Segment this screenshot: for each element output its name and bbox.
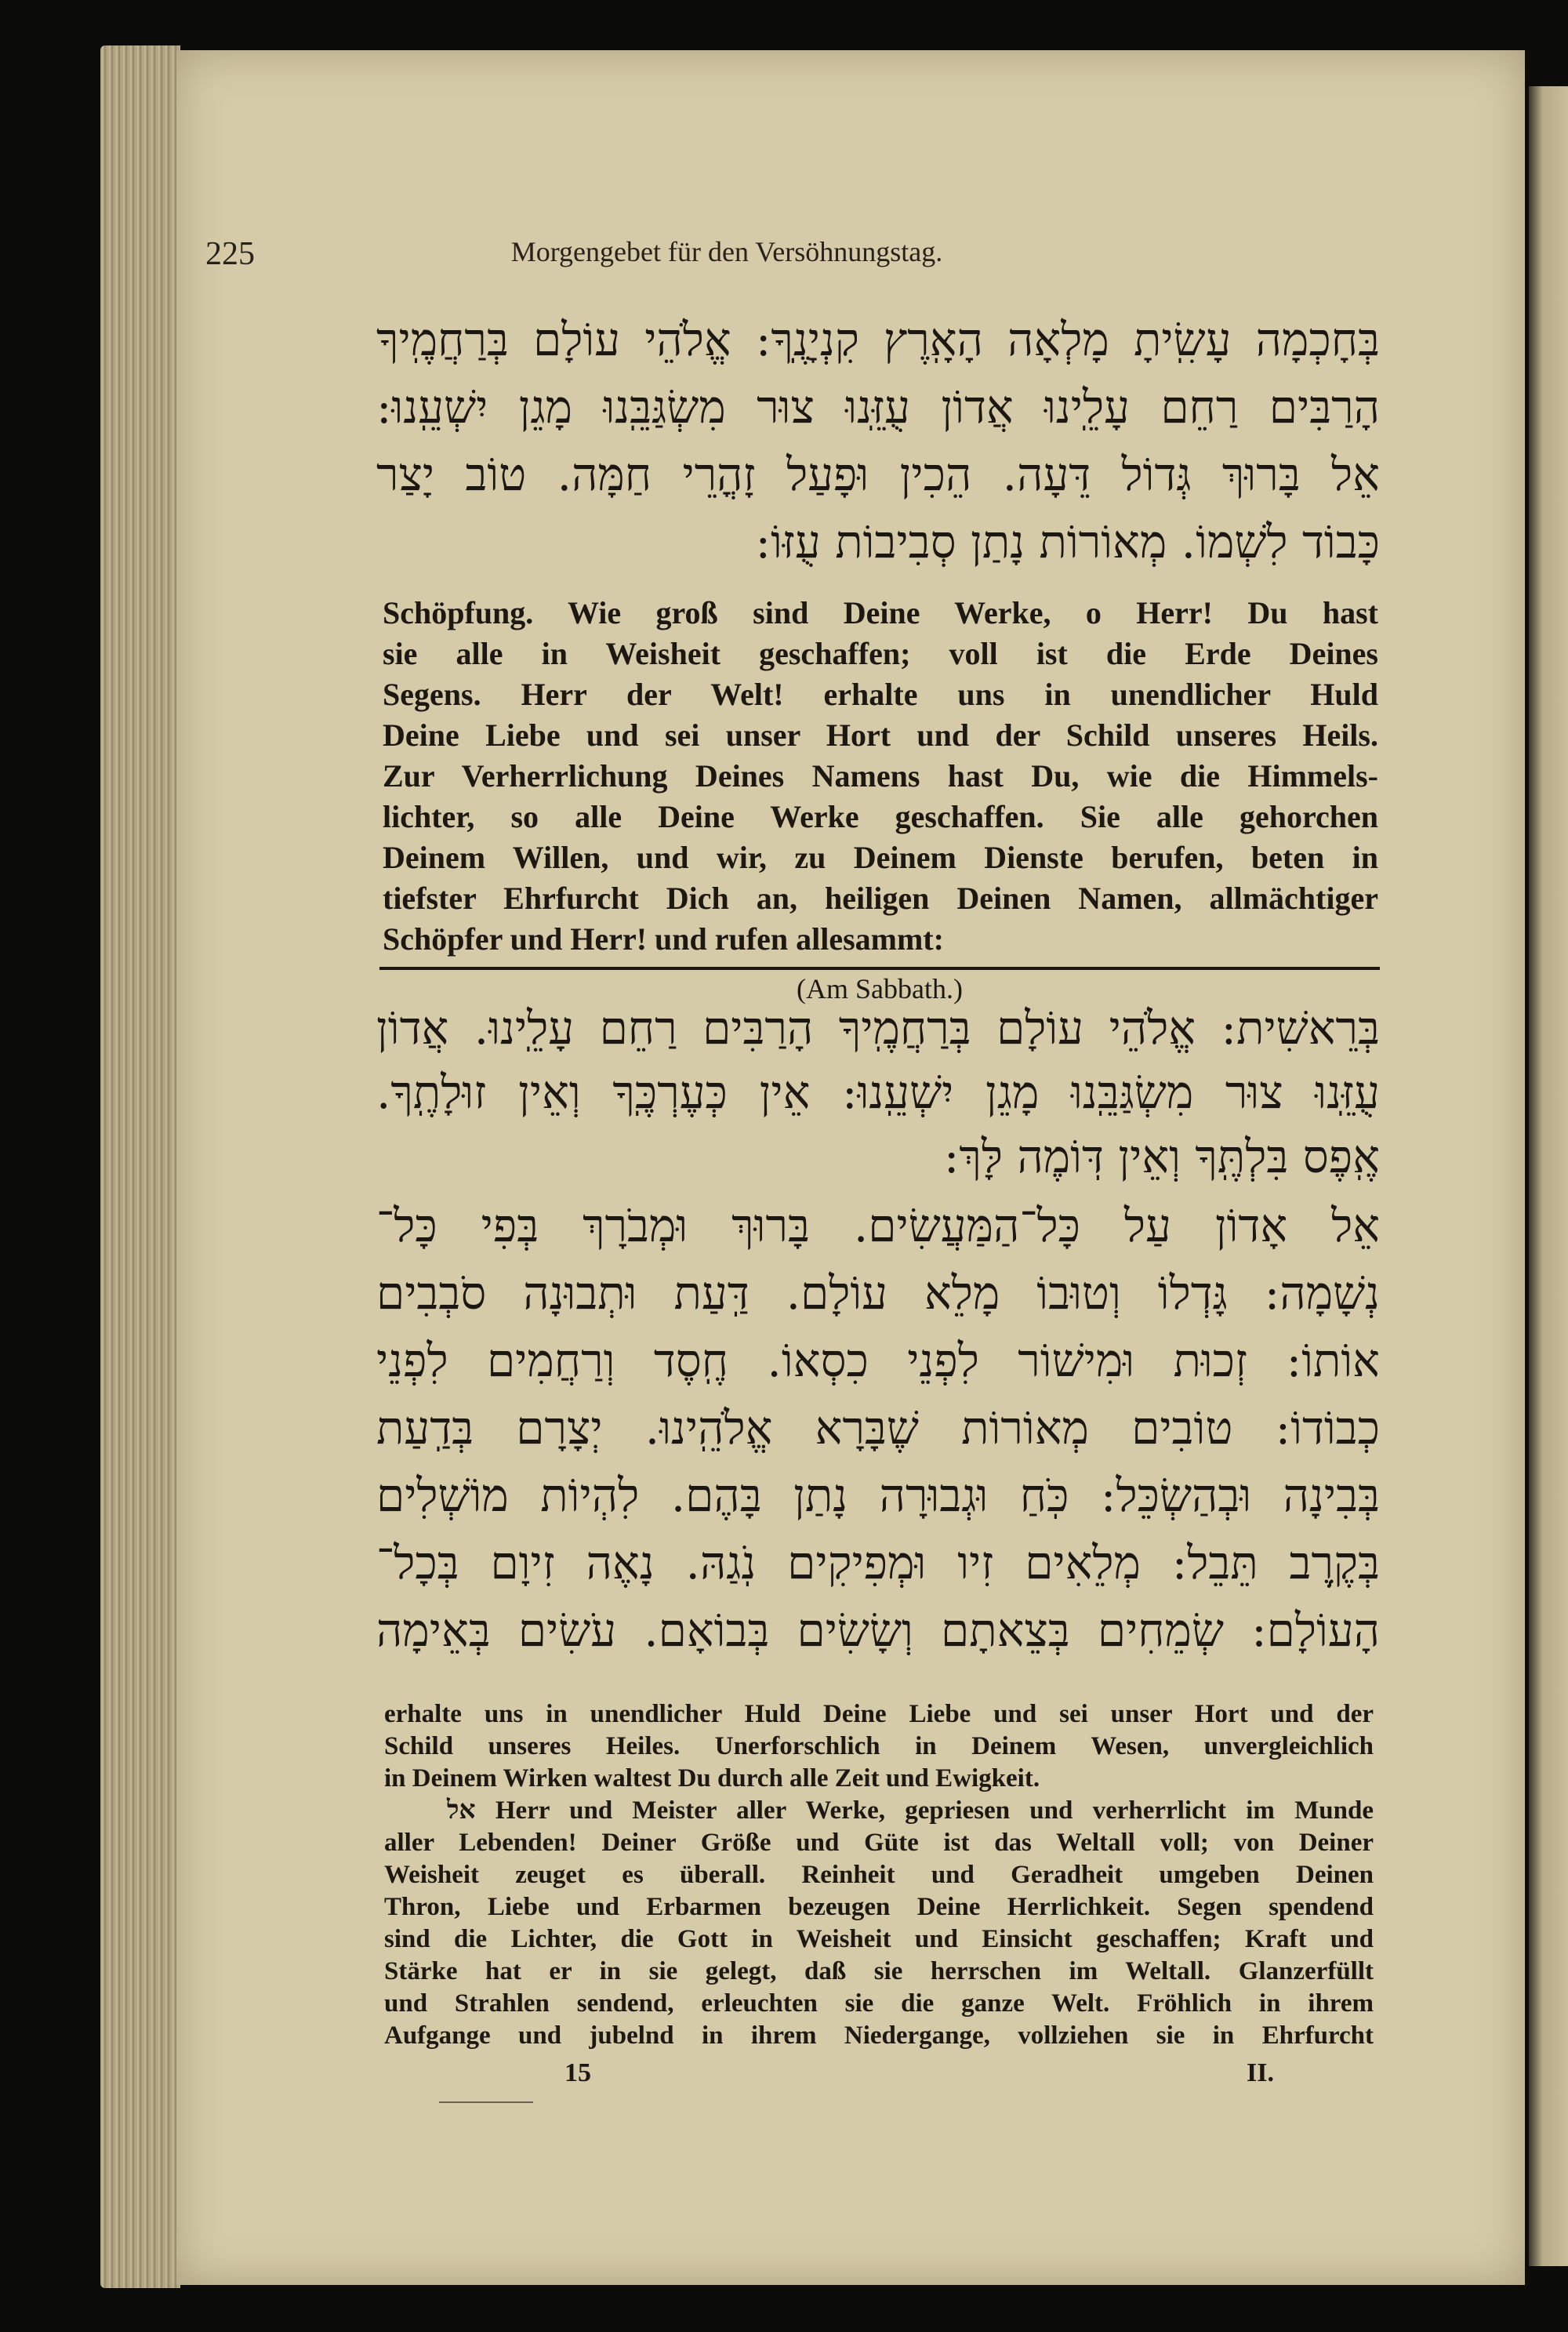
hebrew-line: בְּקֶֽרֶב תֵּבֵל: מְלֵאִים זִיו וּמְפִיקִים נֹֽגַהּ. נָאֶה זִיוָם בְּכָל־ xyxy=(376,1536,1380,1589)
german-line: tiefster Ehrfurcht Dich an, heiligen Deinen Namen, allmächtiger xyxy=(383,881,1378,916)
page-number: 225 xyxy=(205,236,255,272)
german-footnote-translation xyxy=(384,1698,1374,2052)
german-line: Segens. Herr der Welt! erhalte uns in unendlicher Huld xyxy=(383,677,1378,712)
footnote-line: in Deinem Wirken waltest Du durch alle Zeit und Ewigkeit. xyxy=(384,1764,1040,1793)
footnote-line: Thron, Liebe und Erbarmen bezeugen Deine Herrlichkeit. Segen spendend xyxy=(384,1893,1374,1921)
hebrew-line: אֵל אָדוֹן עַל כָּל־הַמַּעֲשִׂים. בָּרוּךְ וּמְבֹרָךְ בְּפִי כָּל־ xyxy=(376,1199,1380,1252)
german-line: Zur Verherrlichung Deines Namens hast Du, wie die Himmels- xyxy=(383,758,1378,794)
footnote-line: aller Lebenden! Deiner Größe und Güte ist das Weltall voll; von Deiner xyxy=(384,1829,1374,1857)
page-edge-stack xyxy=(100,45,180,2288)
footnote-line: und Strahlen sendend, erleuchten sie die ganze Welt. Fröhlich in ihrem xyxy=(384,1989,1374,2018)
german-line: sie alle in Weisheit geschaffen; voll ist die Erde Deines xyxy=(383,636,1378,671)
hebrew-line: אֵל בָּרוּךְ גְּדוֹל דֵּעָה. הֵכִין וּפָעַל זָהֳרֵי חַמָּה. טוֹב יָצַר xyxy=(376,448,1380,501)
hebrew-line: בְּחָכְמָה עָשִֽׂיתָ מָלְאָה הָאָֽרֶץ קִנְיָנֶֽךָ: אֱלֹהֵי עוֹלָם בְּרַחֲמֶֽיךָ xyxy=(376,313,1380,366)
hebrew-line: בְּרֵאשִׁית: אֱלֹהֵי עוֹלָם בְּרַחֲמֶֽיךָ הָרַבִּים רַחֵם עָלֵֽינוּ. אֲדוֹן xyxy=(376,1001,1380,1055)
hebrew-line: נְשָׁמָה: גָּדְלוֹ וְטוּבוֹ מָלֵא עוֹלָם. דַּֽעַת וּתְבוּנָה סֹבְבִים xyxy=(376,1266,1380,1320)
german-line: lichter, so alle Deine Werke geschaffen. Sie alle gehorchen xyxy=(383,799,1378,834)
footnote-line: sind die Lichter, die Gott in Weisheit und Einsicht geschaffen; Kraft und xyxy=(384,1925,1374,1953)
running-head: Morgengebet für den Versöhnungstag. xyxy=(510,236,943,267)
sabbath-label: (Am Sabbath.) xyxy=(797,973,963,1004)
hebrew-line: כָּבוֹד לִשְׁמוֹ. מְאוֹרוֹת נָתַן סְבִיבוֹת עֻזּוֹ: xyxy=(755,515,1380,568)
hebrew-prayer-top xyxy=(376,306,1380,576)
section-divider xyxy=(379,967,1380,970)
german-line: Schöpfer und Herr! und rufen allesammt: xyxy=(383,921,944,957)
hebrew-line: בְּבִינָה וּבְהַשְׂכֵּל: כֹּֽחַ וּגְבוּרָה נָתַן בָּהֶם. לִהְיוֹת מוֹשְׁלִים xyxy=(376,1469,1380,1522)
volume-signature: II. xyxy=(1247,2058,1274,2087)
footnote-line: Stärke hat er in sie gelegt, daß sie herrschen im Weltall. Glanzerfüllt xyxy=(384,1957,1374,1985)
footnote-line: Schild unseres Heiles. Unerforschlich in Deinem Wesen, unvergleichlich xyxy=(384,1732,1374,1760)
hebrew-line: אֶֽפֶס בִּלְתֶּֽךָ וְאֵין דּֽוֹמֶה לָּךְ: xyxy=(943,1130,1380,1183)
german-line: Deine Liebe und sei unser Hort und der Schild unseres Heils. xyxy=(383,717,1378,753)
footnote-line: erhalte uns in unendlicher Huld Deine Liebe und sei unser Hort und der xyxy=(384,1700,1374,1728)
page-header xyxy=(205,235,1162,274)
signature-rule xyxy=(439,2101,533,2103)
hebrew-line: הָרַבִּים רַחֵם עָלֵֽינוּ אֲדוֹן עֻזֵּֽנוּ צוּר מִשְׂגַּבֵּֽנוּ מָגֵן יִשְׁעֵֽנוּ: xyxy=(376,380,1380,434)
hebrew-line: עֻזֵּֽנוּ צוּר מִשְׂגַּבֵּֽנוּ מָגֵן יִשְׁעֵֽנוּ: אֵין כְּעֶרְכֶּֽךָ וְאֵין זוּלָתֶֽךָ. xyxy=(376,1066,1380,1119)
footnote-line: Weisheit zeuget es überall. Reinheit und Geradheit umgeben Deinen xyxy=(384,1861,1374,1889)
facing-page-edge xyxy=(1529,86,1568,2266)
hebrew-line: אוֹתוֹ: זְכוּת וּמִישׁוֹר לִפְנֵי כִסְאוֹ. חֶֽסֶד וְרַחֲמִים לִפְנֵי xyxy=(376,1334,1380,1387)
hebrew-sabbath-insert xyxy=(376,996,1380,1189)
hebrew-line: הָעוֹלָם: שְׂמֵחִים בְּצֵאתָם וְשָׂשִׂים בְּבוֹאָם. עֹשִׂים בְּאֵימָה xyxy=(376,1604,1380,1657)
hebrew-prayer-main xyxy=(376,1192,1380,1664)
footnote-line: אל Herr und Meister aller Werke, gepriesen und verherrlicht im Munde xyxy=(447,1796,1374,1825)
sheet-signature-number: 15 xyxy=(564,2058,591,2087)
german-translation xyxy=(383,593,1378,960)
german-line: Deinem Willen, und wir, zu Deinem Dienste berufen, beten in xyxy=(383,840,1378,875)
hebrew-line: כְבוֹדוֹ: טוֹבִים מְאוֹרוֹת שֶׁבָּרָא אֱלֹהֵֽינוּ. יְצָרָם בְּדַֽעַת xyxy=(376,1401,1380,1455)
german-line: Schöpfung. Wie groß sind Deine Werke, o Herr! Du hast xyxy=(383,595,1378,630)
footnote-line: Aufgange und jubelnd in ihrem Niedergange, vollziehen sie in Ehrfurcht xyxy=(384,2021,1374,2050)
